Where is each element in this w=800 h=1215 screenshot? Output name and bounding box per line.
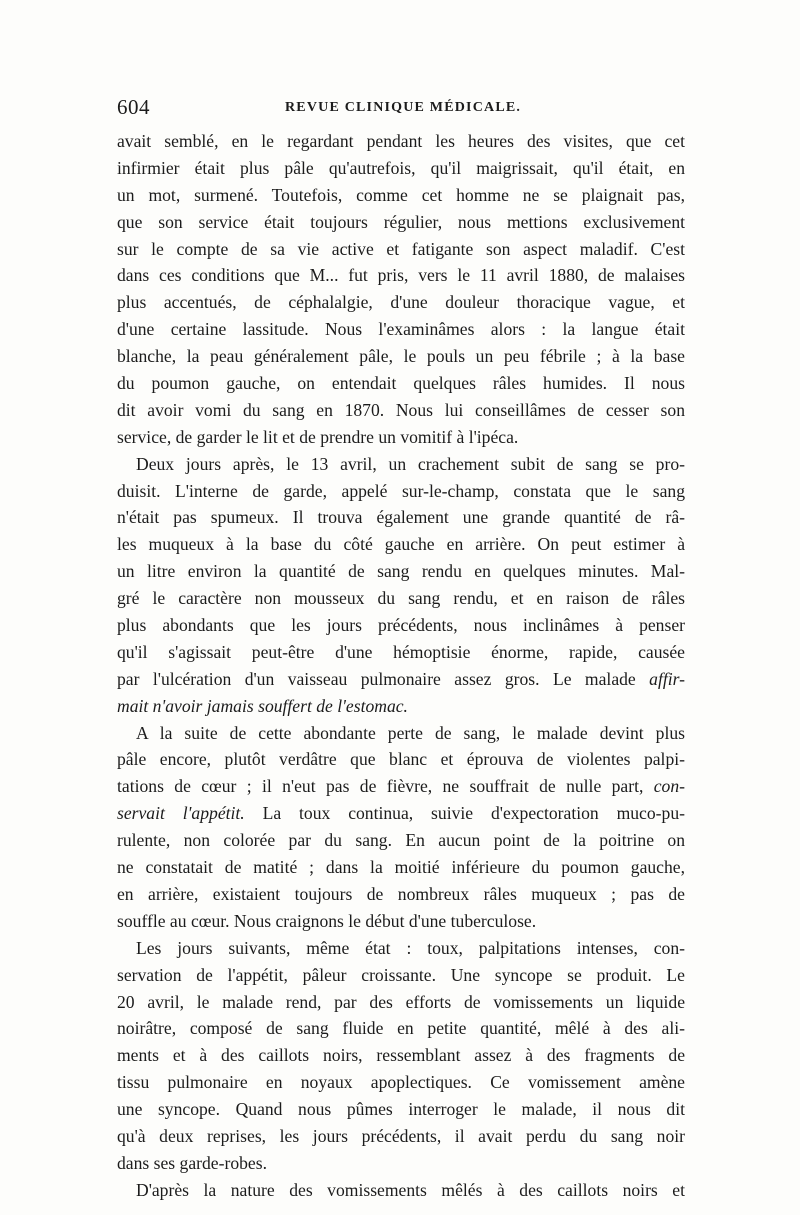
text-line-roman: La toux continua, suivie d'expectoration muco-pu- <box>262 803 685 824</box>
text-line: plus accentués, de céphalalgie, d'une douleur thoracique vague, et <box>117 292 685 313</box>
text-line: qu'à deux reprises, les jours précédents, il avait perdu du sang noir <box>117 1125 685 1146</box>
text-line: A la suite de cette abondante perte de sang, le malade devint plus <box>136 722 685 743</box>
text-line: dans ces conditions que M... fut pris, vers le 11 avril 1880, de malaises <box>117 265 685 286</box>
text-line: que son service était toujours régulier, nous mettions exclusivement <box>117 211 685 232</box>
text-line: sur le compte de sa vie active et fatigante son aspect maladif. C'est <box>117 238 685 259</box>
text-line: dit avoir vomi du sang en 1870. Nous lui conseillâmes de cesser son <box>117 399 685 420</box>
text-line <box>117 773 685 800</box>
text-line: service, de garder le lit et de prendre un vomitif à l'ipéca. <box>117 426 519 447</box>
text-line: en arrière, existaient toujours de nombreux râles muqueux ; pas de <box>117 883 685 904</box>
text-line: pâle encore, plutôt verdâtre que blanc et éprouva de violentes palpi- <box>117 749 685 770</box>
text-line: Les jours suivants, même état : toux, palpitations intenses, con- <box>136 937 685 958</box>
text-line-italic: servait l'appétit. <box>117 803 245 824</box>
text-line: les muqueux à la base du côté gauche en arrière. On peut estimer à <box>117 534 685 555</box>
text-line: dans ses garde-robes. <box>117 1152 267 1173</box>
text-line: qu'il s'agissait peut-être d'une hémoptisie énorme, rapide, causée <box>117 641 685 662</box>
text-line-roman: par l'ulcération d'un vaisseau pulmonaire assez gros. Le malade <box>117 668 636 689</box>
text-line: Deux jours après, le 13 avril, un crachement subit de sang se pro- <box>136 453 685 474</box>
text-line: souffle au cœur. Nous craignons le début d'une tuberculose. <box>117 910 537 931</box>
text-line: plus abondants que les jours précédents, nous inclinâmes à penser <box>117 615 685 636</box>
text-line: mait n'avoir jamais souffert de l'estomac. <box>117 695 408 716</box>
text-line: tissu pulmonaire en noyaux apoplectiques. Ce vomissement amène <box>117 1072 685 1093</box>
text-line <box>117 800 685 827</box>
text-line: 20 avril, le malade rend, par des efforts de vomissements un liquide <box>117 991 685 1012</box>
text-line: une syncope. Quand nous pûmes interroger le malade, il nous dit <box>117 1099 685 1120</box>
text-line: ne constatait de matité ; dans la moitié inférieure du poumon gauche, <box>117 857 685 878</box>
text-line: rulente, non colorée par du sang. En aucun point de la poitrine on <box>117 830 685 851</box>
page-header <box>117 95 687 119</box>
text-line: un mot, surmené. Toutefois, comme cet homme ne se plaignait pas, <box>117 184 685 205</box>
text-line-italic: con- <box>653 776 685 797</box>
text-line: D'après la nature des vomissements mêlés à des caillots noirs et <box>136 1179 685 1200</box>
page-number: 604 <box>117 95 150 119</box>
text-line: avait semblé, en le regardant pendant les heures des visites, que cet <box>117 131 685 151</box>
text-line: n'était pas spumeux. Il trouva également une grande quantité de râ- <box>117 507 685 528</box>
text-line: d'une certaine lassitude. Nous l'examinâmes alors : la langue était <box>117 319 685 340</box>
text-line-roman: tations de cœur ; il n'eut pas de fièvre, ne souffrait de nulle part, <box>117 776 644 797</box>
text-line: servation de l'appétit, pâleur croissante. Une syncope se produit. Le <box>117 964 685 985</box>
text-line: infirmier était plus pâle qu'autrefois, qu'il maigrissait, qu'il était, en <box>117 157 685 178</box>
text-line: un litre environ la quantité de sang rendu en quelques minutes. Mal- <box>117 561 685 582</box>
text-line: du poumon gauche, on entendait quelques râles humides. Il nous <box>117 373 685 394</box>
text-line <box>117 666 685 693</box>
text-line: blanche, la peau généralement pâle, le pouls un peu fébrile ; à la base <box>117 346 685 367</box>
text-line: duisit. L'interne de garde, appelé sur-le-champ, constata que le sang <box>117 480 685 501</box>
body-text <box>117 128 685 1204</box>
text-line: noirâtre, composé de sang fluide en petite quantité, mêlé à des ali- <box>117 1018 685 1039</box>
text-line: gré le caractère non mousseux du sang rendu, et en raison de râles <box>117 588 685 609</box>
text-line-italic: affir- <box>649 668 685 689</box>
text-line: ments et à des caillots noirs, ressemblant assez à des fragments de <box>117 1045 685 1066</box>
running-title: REVUE CLINIQUE MÉDICALE. <box>285 100 522 115</box>
